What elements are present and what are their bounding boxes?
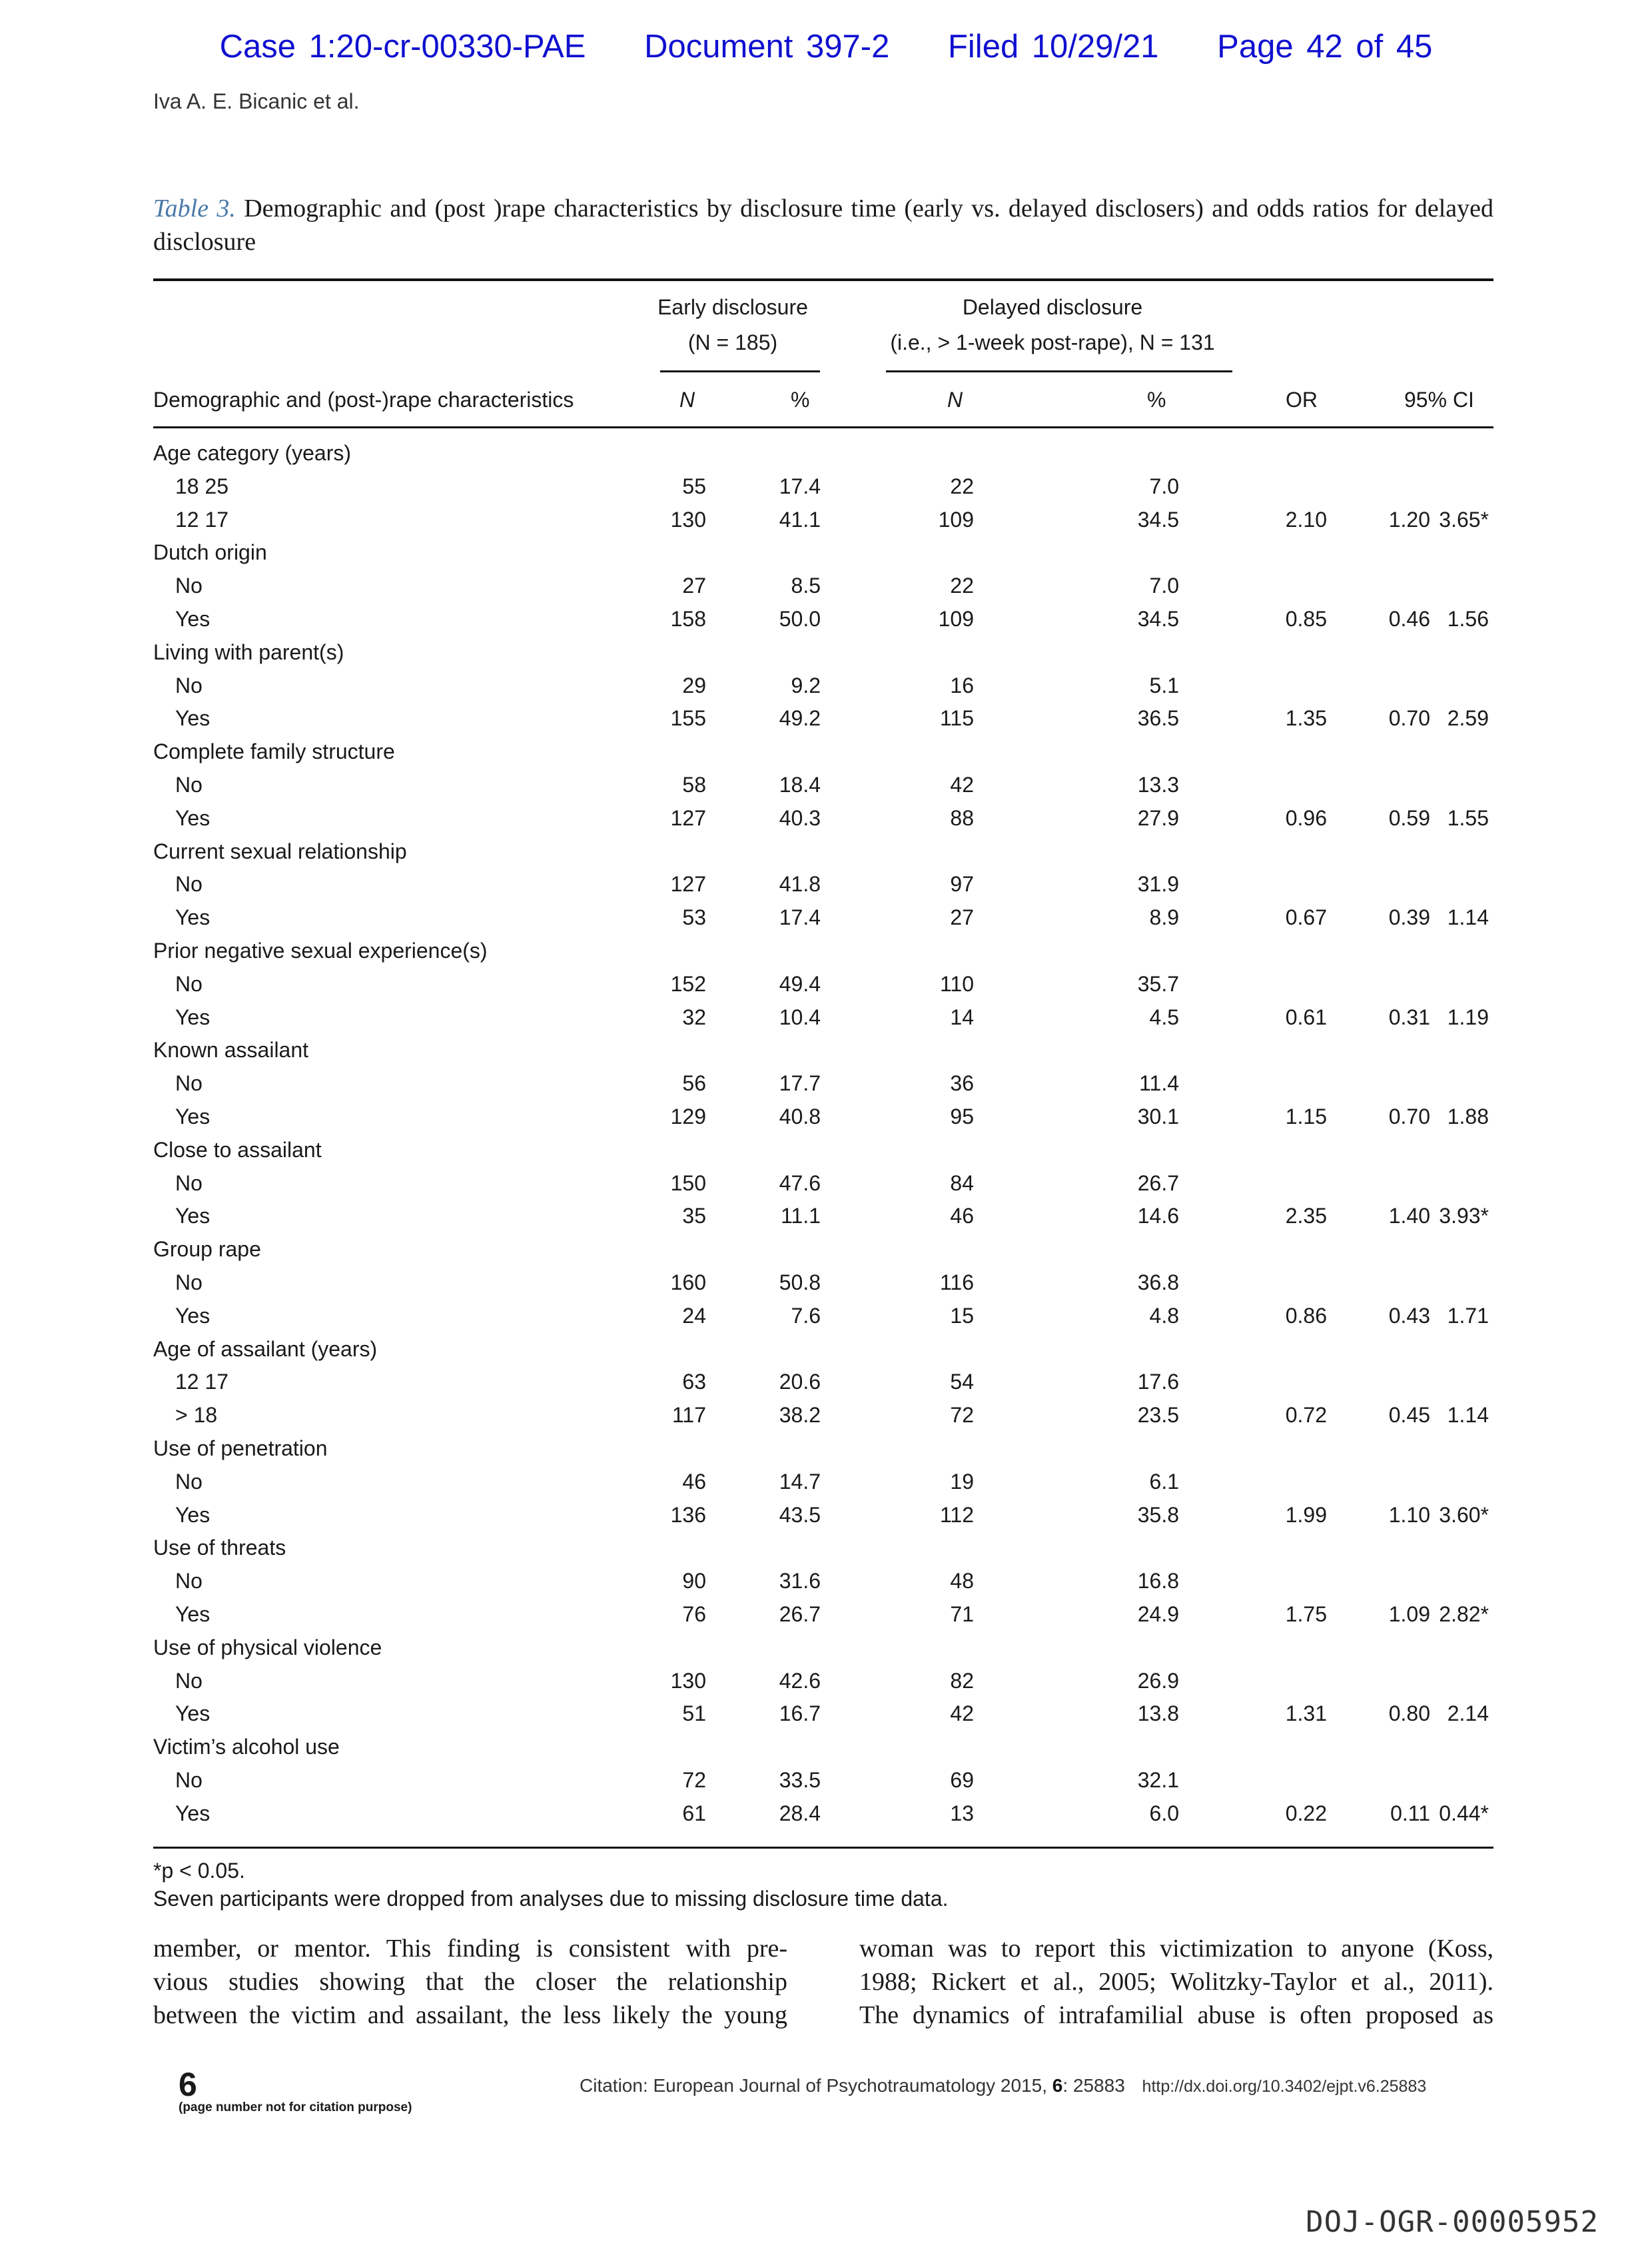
- col-header-delayed-pct: %: [1147, 388, 1166, 412]
- delayed-underline: [886, 370, 1232, 372]
- page-indicator: Page 42 of 45: [1217, 29, 1433, 65]
- cell-early-n: 155: [670, 706, 706, 731]
- cell-delayed-n: 116: [939, 1270, 974, 1294]
- table-row: [153, 1602, 1493, 1635]
- cell-ci-lower: 1.10: [1388, 1502, 1430, 1527]
- group-label: Age of assailant (years): [153, 1336, 378, 1361]
- row-label: Yes: [175, 1005, 210, 1029]
- cell-early-pct: 50.0: [779, 607, 821, 631]
- cell-delayed-n: 115: [939, 706, 974, 731]
- cell-delayed-pct: 35.8: [1137, 1502, 1179, 1527]
- table-header-rule: [153, 426, 1493, 428]
- cell-early-pct: 14.7: [779, 1469, 821, 1494]
- cell-early-n: 27: [682, 574, 706, 598]
- row-label: No: [175, 1668, 203, 1693]
- cell-early-pct: 8.5: [791, 574, 821, 598]
- cell-ci-upper: 1.14: [1447, 1403, 1489, 1428]
- row-label: No: [175, 773, 203, 797]
- delayed-header-line2: (i.e., > 1-week post-rape), N = 131: [890, 330, 1215, 354]
- citation-volume: 6: [1052, 2075, 1063, 2096]
- table-row: [153, 1304, 1493, 1337]
- body-line: The dynamics of intrafamilial abuse is often proposed as: [859, 2001, 1493, 2029]
- cell-early-pct: 16.7: [779, 1701, 821, 1726]
- cell-early-pct: 49.4: [779, 971, 821, 996]
- cell-early-n: 53: [682, 905, 706, 930]
- table-bottom-rule: [153, 1847, 1493, 1849]
- cell-delayed-n: 48: [950, 1569, 974, 1593]
- cell-early-pct: 9.2: [791, 673, 821, 697]
- cell-delayed-pct: 26.7: [1137, 1170, 1179, 1195]
- cell-odds-ratio: 0.96: [1285, 805, 1327, 830]
- cell-delayed-pct: 7.0: [1149, 574, 1179, 598]
- running-head: Iva A. E. Bicanic et al.: [153, 89, 360, 113]
- row-label: No: [175, 1071, 203, 1096]
- cell-ci-upper: 1.56: [1447, 607, 1489, 631]
- cell-delayed-n: 71: [950, 1602, 974, 1626]
- doi-link[interactable]: http://dx.doi.org/10.3402/ejpt.v6.25883: [1142, 2077, 1427, 2096]
- cell-early-pct: 40.3: [779, 805, 821, 830]
- cell-ci-lower: 1.09: [1388, 1602, 1430, 1626]
- row-label: Yes: [175, 1701, 210, 1726]
- cell-delayed-pct: 5.1: [1149, 673, 1179, 697]
- row-label: Yes: [175, 1602, 210, 1626]
- group-label: Use of penetration: [153, 1436, 328, 1460]
- table-row: [153, 972, 1493, 1005]
- cell-delayed-n: 54: [950, 1370, 974, 1394]
- early-header-line1: Early disclosure: [657, 295, 808, 319]
- table-row: [153, 574, 1493, 607]
- citation-prefix: Citation: European Journal of Psychotraumatology 2015,: [580, 2075, 1047, 2096]
- cell-ci-upper: 3.65*: [1439, 507, 1489, 532]
- cell-odds-ratio: 0.61: [1285, 1005, 1327, 1029]
- cell-delayed-pct: 13.8: [1137, 1701, 1179, 1726]
- cell-ci-lower: 0.46: [1388, 607, 1430, 631]
- body-column-right: [859, 1932, 1493, 2032]
- cell-ci-lower: 0.31: [1388, 1005, 1430, 1029]
- cell-ci-upper: 1.88: [1447, 1105, 1489, 1128]
- cell-early-pct: 41.8: [779, 872, 821, 897]
- cell-ci-lower: 0.59: [1388, 805, 1430, 830]
- cell-delayed-pct: 34.5: [1137, 507, 1179, 532]
- table-group-row: [153, 1536, 1493, 1569]
- row-label: No: [175, 1469, 203, 1494]
- cell-delayed-pct: 32.1: [1137, 1768, 1179, 1792]
- body-column-left: [153, 1932, 787, 2032]
- cell-ci-upper: 2.14: [1447, 1701, 1489, 1726]
- cell-early-pct: 43.5: [779, 1502, 821, 1527]
- cell-delayed-pct: 6.0: [1149, 1801, 1179, 1825]
- table-group-row: [153, 1237, 1493, 1270]
- early-disclosure-header: [646, 295, 819, 355]
- cell-odds-ratio: 2.35: [1285, 1204, 1327, 1228]
- cell-early-n: 61: [682, 1801, 706, 1825]
- group-label: Use of physical violence: [153, 1635, 382, 1659]
- table-group-row: [153, 1038, 1493, 1071]
- cell-early-pct: 31.6: [779, 1569, 821, 1593]
- table-group-row: [153, 739, 1493, 773]
- case-number: Case 1:20-cr-00330-PAE: [219, 29, 586, 65]
- cell-early-pct: 17.4: [779, 905, 821, 930]
- group-label: Current sexual relationship: [153, 839, 407, 863]
- delayed-disclosure-header: [873, 295, 1232, 355]
- early-header-line2: (N = 185): [687, 330, 778, 354]
- cell-delayed-pct: 36.8: [1137, 1270, 1179, 1294]
- cell-delayed-n: 97: [950, 872, 974, 897]
- row-label: No: [175, 1270, 203, 1294]
- cell-early-n: 129: [670, 1105, 706, 1128]
- cell-delayed-pct: 8.9: [1149, 905, 1179, 930]
- cell-delayed-n: 36: [950, 1071, 974, 1096]
- table-row: [153, 905, 1493, 939]
- group-label: Close to assailant: [153, 1137, 322, 1162]
- cell-delayed-n: 42: [950, 1701, 974, 1726]
- cell-ci-lower: 0.39: [1388, 905, 1430, 930]
- cell-ci-lower: 0.70: [1388, 706, 1430, 731]
- row-label: No: [175, 1569, 203, 1593]
- cell-early-n: 160: [670, 1270, 706, 1294]
- cell-ci-upper: 2.59: [1447, 706, 1489, 731]
- cell-delayed-pct: 6.1: [1149, 1469, 1179, 1494]
- row-label: No: [175, 673, 203, 697]
- cell-delayed-pct: 26.9: [1137, 1668, 1179, 1693]
- cell-early-n: 117: [671, 1403, 706, 1428]
- citation-suffix: : 25883: [1062, 2075, 1125, 2096]
- row-label: Yes: [175, 1502, 210, 1527]
- cell-delayed-pct: 17.6: [1137, 1370, 1179, 1394]
- cell-delayed-n: 27: [950, 905, 974, 930]
- table-row: [153, 806, 1493, 839]
- footnote-dropped: Seven participants were dropped from analyses due to missing disclosure time data.: [153, 1887, 949, 1911]
- cell-early-n: 58: [682, 773, 706, 797]
- cell-delayed-n: 22: [950, 574, 974, 598]
- cell-delayed-pct: 16.8: [1137, 1569, 1179, 1593]
- cell-odds-ratio: 0.86: [1285, 1303, 1327, 1328]
- cell-early-n: 55: [682, 474, 706, 498]
- table-group-row: [153, 1635, 1493, 1669]
- cell-delayed-n: 84: [950, 1170, 974, 1195]
- cell-odds-ratio: 0.85: [1285, 607, 1327, 631]
- row-label: Yes: [175, 1303, 210, 1328]
- cell-ci-upper: 1.19: [1447, 1005, 1489, 1029]
- citation: [580, 2075, 1426, 2096]
- row-label: No: [175, 1170, 203, 1195]
- cell-ci-upper: 2.82*: [1439, 1602, 1489, 1626]
- table-row: [153, 706, 1493, 739]
- group-label: Known assailant: [153, 1038, 309, 1063]
- table-row: [153, 1204, 1493, 1237]
- table-group-row: [153, 1735, 1493, 1768]
- cell-ci-upper: 0.44*: [1439, 1801, 1489, 1825]
- cell-delayed-n: 69: [950, 1768, 974, 1792]
- row-label: Yes: [175, 1801, 210, 1825]
- row-label: 12 17: [175, 1370, 229, 1394]
- table-row: [153, 1503, 1493, 1536]
- cell-delayed-n: 95: [950, 1105, 974, 1128]
- group-label: Use of threats: [153, 1536, 286, 1560]
- cell-ci-upper: 1.71: [1447, 1303, 1489, 1328]
- body-line: woman was to report this victimization to anyone (Koss,: [859, 1935, 1493, 1963]
- col-header-characteristics: Demographic and (post-)rape characteristics: [153, 388, 574, 412]
- cell-early-n: 63: [682, 1370, 706, 1394]
- cell-delayed-n: 110: [939, 971, 974, 996]
- cell-odds-ratio: 1.15: [1285, 1105, 1327, 1128]
- table-group-row: [153, 441, 1493, 474]
- cell-ci-lower: 0.70: [1388, 1105, 1430, 1128]
- cell-delayed-pct: 4.8: [1149, 1303, 1179, 1328]
- table-group-row: [153, 1337, 1493, 1370]
- cell-delayed-n: 109: [938, 507, 974, 532]
- table-row: [153, 1403, 1493, 1436]
- table-row: [153, 1270, 1493, 1304]
- group-label: Dutch origin: [153, 540, 267, 565]
- group-label: Group rape: [153, 1237, 261, 1262]
- col-header-ci: 95% CI: [1404, 388, 1474, 412]
- filed-date: Filed 10/29/21: [947, 29, 1159, 65]
- cell-early-n: 90: [682, 1569, 706, 1593]
- table-row: [153, 872, 1493, 905]
- row-label: Yes: [175, 1105, 210, 1128]
- cell-delayed-pct: 11.4: [1139, 1071, 1179, 1096]
- page-number: 6: [179, 2066, 197, 2103]
- cell-early-pct: 38.2: [779, 1403, 821, 1428]
- row-label: No: [175, 971, 203, 996]
- cell-ci-upper: 3.93*: [1439, 1204, 1489, 1228]
- cell-early-pct: 47.6: [779, 1170, 821, 1195]
- cell-early-n: 72: [682, 1768, 706, 1792]
- row-label: 18 25: [175, 474, 229, 498]
- early-underline: [660, 370, 820, 372]
- row-label: Yes: [175, 1204, 210, 1228]
- cell-early-n: 32: [682, 1005, 706, 1029]
- footnote-significance: *p < 0.05.: [153, 1859, 245, 1883]
- table-top-rule: [153, 278, 1493, 281]
- cell-early-n: 150: [670, 1170, 706, 1195]
- row-label: 12 17: [175, 507, 229, 532]
- cell-early-pct: 33.5: [779, 1768, 821, 1792]
- table-row: [153, 773, 1493, 806]
- table-group-row: [153, 1138, 1493, 1171]
- cell-early-pct: 18.4: [779, 773, 821, 797]
- table-row: [153, 1801, 1493, 1835]
- cell-odds-ratio: 0.22: [1285, 1801, 1327, 1825]
- cell-delayed-pct: 13.3: [1137, 773, 1179, 797]
- table-caption: [153, 192, 1493, 258]
- bates-number: DOJ-OGR-00005952: [1306, 2205, 1599, 2239]
- col-header-early-pct: %: [791, 388, 810, 412]
- cell-early-pct: 26.7: [779, 1602, 821, 1626]
- row-label: No: [175, 1768, 203, 1792]
- cell-ci-lower: 0.11: [1390, 1801, 1430, 1825]
- group-label: Complete family structure: [153, 739, 395, 764]
- cell-ci-upper: 1.14: [1447, 905, 1489, 930]
- row-label: Yes: [175, 905, 210, 930]
- group-label: Living with parent(s): [153, 640, 344, 664]
- document-number: Document 397-2: [644, 29, 890, 65]
- cell-early-pct: 42.6: [779, 1668, 821, 1693]
- table-label: Table 3.: [153, 195, 236, 223]
- table-row: [153, 1701, 1493, 1735]
- cell-delayed-n: 16: [950, 673, 974, 697]
- cell-early-pct: 17.4: [779, 474, 821, 498]
- cell-delayed-n: 88: [950, 805, 974, 830]
- table-group-row: [153, 1436, 1493, 1470]
- table-row: [153, 1105, 1493, 1138]
- cell-delayed-pct: 36.5: [1137, 706, 1179, 731]
- cell-delayed-pct: 35.7: [1137, 971, 1179, 996]
- row-label: > 18: [175, 1403, 218, 1428]
- cell-odds-ratio: 1.75: [1285, 1602, 1327, 1626]
- col-header-or: OR: [1286, 388, 1318, 412]
- table-row: [153, 1669, 1493, 1702]
- table-row: [153, 1768, 1493, 1801]
- cell-early-n: 152: [670, 971, 706, 996]
- cell-delayed-n: 82: [950, 1668, 974, 1693]
- cell-delayed-pct: 7.0: [1149, 474, 1179, 498]
- cell-delayed-n: 46: [950, 1204, 974, 1228]
- group-label: Age category (years): [153, 441, 352, 465]
- cell-early-pct: 20.6: [779, 1370, 821, 1394]
- cell-early-n: 29: [682, 673, 706, 697]
- cell-early-n: 76: [682, 1602, 706, 1626]
- cell-early-pct: 28.4: [779, 1801, 821, 1825]
- cell-early-n: 158: [670, 607, 706, 631]
- table-row: [153, 1370, 1493, 1403]
- cell-odds-ratio: 0.67: [1285, 905, 1327, 930]
- table-row: [153, 1470, 1493, 1503]
- table-row: [153, 673, 1493, 707]
- cell-ci-lower: 0.80: [1388, 1701, 1430, 1726]
- cell-delayed-n: 13: [950, 1801, 974, 1825]
- cell-delayed-pct: 27.9: [1137, 805, 1179, 830]
- cell-early-n: 130: [670, 507, 706, 532]
- body-line: between the victim and assailant, the less likely the young: [153, 2001, 787, 2029]
- cell-delayed-pct: 23.5: [1137, 1403, 1179, 1428]
- cell-delayed-n: 14: [950, 1005, 974, 1029]
- cell-early-pct: 50.8: [779, 1270, 821, 1294]
- cell-odds-ratio: 1.35: [1285, 706, 1327, 731]
- cell-early-pct: 40.8: [779, 1105, 821, 1128]
- cell-early-pct: 41.1: [779, 507, 821, 532]
- cell-ci-upper: 3.60*: [1439, 1502, 1489, 1527]
- table-row: [153, 474, 1493, 508]
- cell-early-pct: 49.2: [779, 706, 821, 731]
- delayed-header-line1: Delayed disclosure: [962, 295, 1143, 319]
- row-label: No: [175, 574, 203, 598]
- cell-delayed-pct: 31.9: [1137, 872, 1179, 897]
- cell-early-n: 56: [682, 1071, 706, 1096]
- cell-early-n: 46: [682, 1469, 706, 1494]
- cell-odds-ratio: 1.31: [1285, 1701, 1327, 1726]
- table-group-row: [153, 839, 1493, 873]
- cell-delayed-n: 72: [950, 1403, 974, 1428]
- cell-ci-lower: 0.43: [1388, 1303, 1430, 1328]
- table-group-row: [153, 939, 1493, 972]
- col-header-delayed-n: N: [947, 388, 963, 412]
- row-label: Yes: [175, 706, 210, 731]
- cell-delayed-n: 22: [950, 474, 974, 498]
- table-row: [153, 1071, 1493, 1105]
- cell-early-pct: 11.1: [781, 1204, 821, 1228]
- table-row: [153, 1569, 1493, 1602]
- cell-odds-ratio: 0.72: [1285, 1403, 1327, 1428]
- cell-ci-lower: 0.45: [1388, 1403, 1430, 1428]
- table-group-row: [153, 540, 1493, 574]
- cell-ci-upper: 1.55: [1447, 805, 1489, 830]
- cell-early-n: 130: [670, 1668, 706, 1693]
- row-label: No: [175, 872, 203, 897]
- cell-odds-ratio: 1.99: [1285, 1502, 1327, 1527]
- cell-delayed-n: 15: [950, 1303, 974, 1328]
- table-row: [153, 1171, 1493, 1204]
- table-row: [153, 508, 1493, 541]
- cell-delayed-n: 112: [939, 1502, 974, 1527]
- body-line: member, or mentor. This finding is consistent with pre-: [153, 1935, 787, 1963]
- cell-delayed-pct: 4.5: [1149, 1005, 1179, 1029]
- body-line: 1988; Rickert et al., 2005; Wolitzky-Taylor et al., 2011).: [859, 1968, 1493, 1996]
- cell-early-pct: 10.4: [779, 1005, 821, 1029]
- cell-early-n: 127: [670, 805, 706, 830]
- cell-early-n: 51: [682, 1701, 706, 1726]
- table-row: [153, 1005, 1493, 1039]
- cell-ci-lower: 1.20: [1388, 507, 1430, 532]
- cell-delayed-n: 109: [938, 607, 974, 631]
- table-group-row: [153, 640, 1493, 673]
- cell-early-n: 24: [682, 1303, 706, 1328]
- group-label: Victim’s alcohol use: [153, 1735, 340, 1759]
- cell-odds-ratio: 2.10: [1285, 507, 1327, 532]
- cell-early-pct: 7.6: [791, 1303, 821, 1328]
- cell-early-n: 35: [682, 1204, 706, 1228]
- cell-delayed-pct: 24.9: [1137, 1602, 1179, 1626]
- cell-delayed-pct: 34.5: [1137, 607, 1179, 631]
- row-label: Yes: [175, 607, 210, 631]
- cell-early-n: 127: [670, 872, 706, 897]
- cell-ci-lower: 1.40: [1388, 1204, 1430, 1228]
- body-line: vious studies showing that the closer the relationship: [153, 1968, 787, 1996]
- table-row: [153, 607, 1493, 640]
- court-filing-stamp: [0, 28, 1652, 65]
- cell-delayed-pct: 14.6: [1137, 1204, 1179, 1228]
- cell-early-pct: 17.7: [779, 1071, 821, 1096]
- cell-early-n: 136: [670, 1502, 706, 1527]
- cell-delayed-n: 42: [950, 773, 974, 797]
- table-caption-text: Demographic and (post )rape characteristics by disclosure time (early vs. delayed disclosers) and odds ratios for delayed disclosure: [153, 195, 1494, 256]
- cell-delayed-n: 19: [950, 1469, 974, 1494]
- cell-delayed-pct: 30.1: [1137, 1105, 1179, 1128]
- row-label: Yes: [175, 805, 210, 830]
- page-number-note: (page number not for citation purpose): [179, 2100, 412, 2114]
- col-header-early-n: N: [679, 388, 695, 412]
- group-label: Prior negative sexual experience(s): [153, 939, 488, 963]
